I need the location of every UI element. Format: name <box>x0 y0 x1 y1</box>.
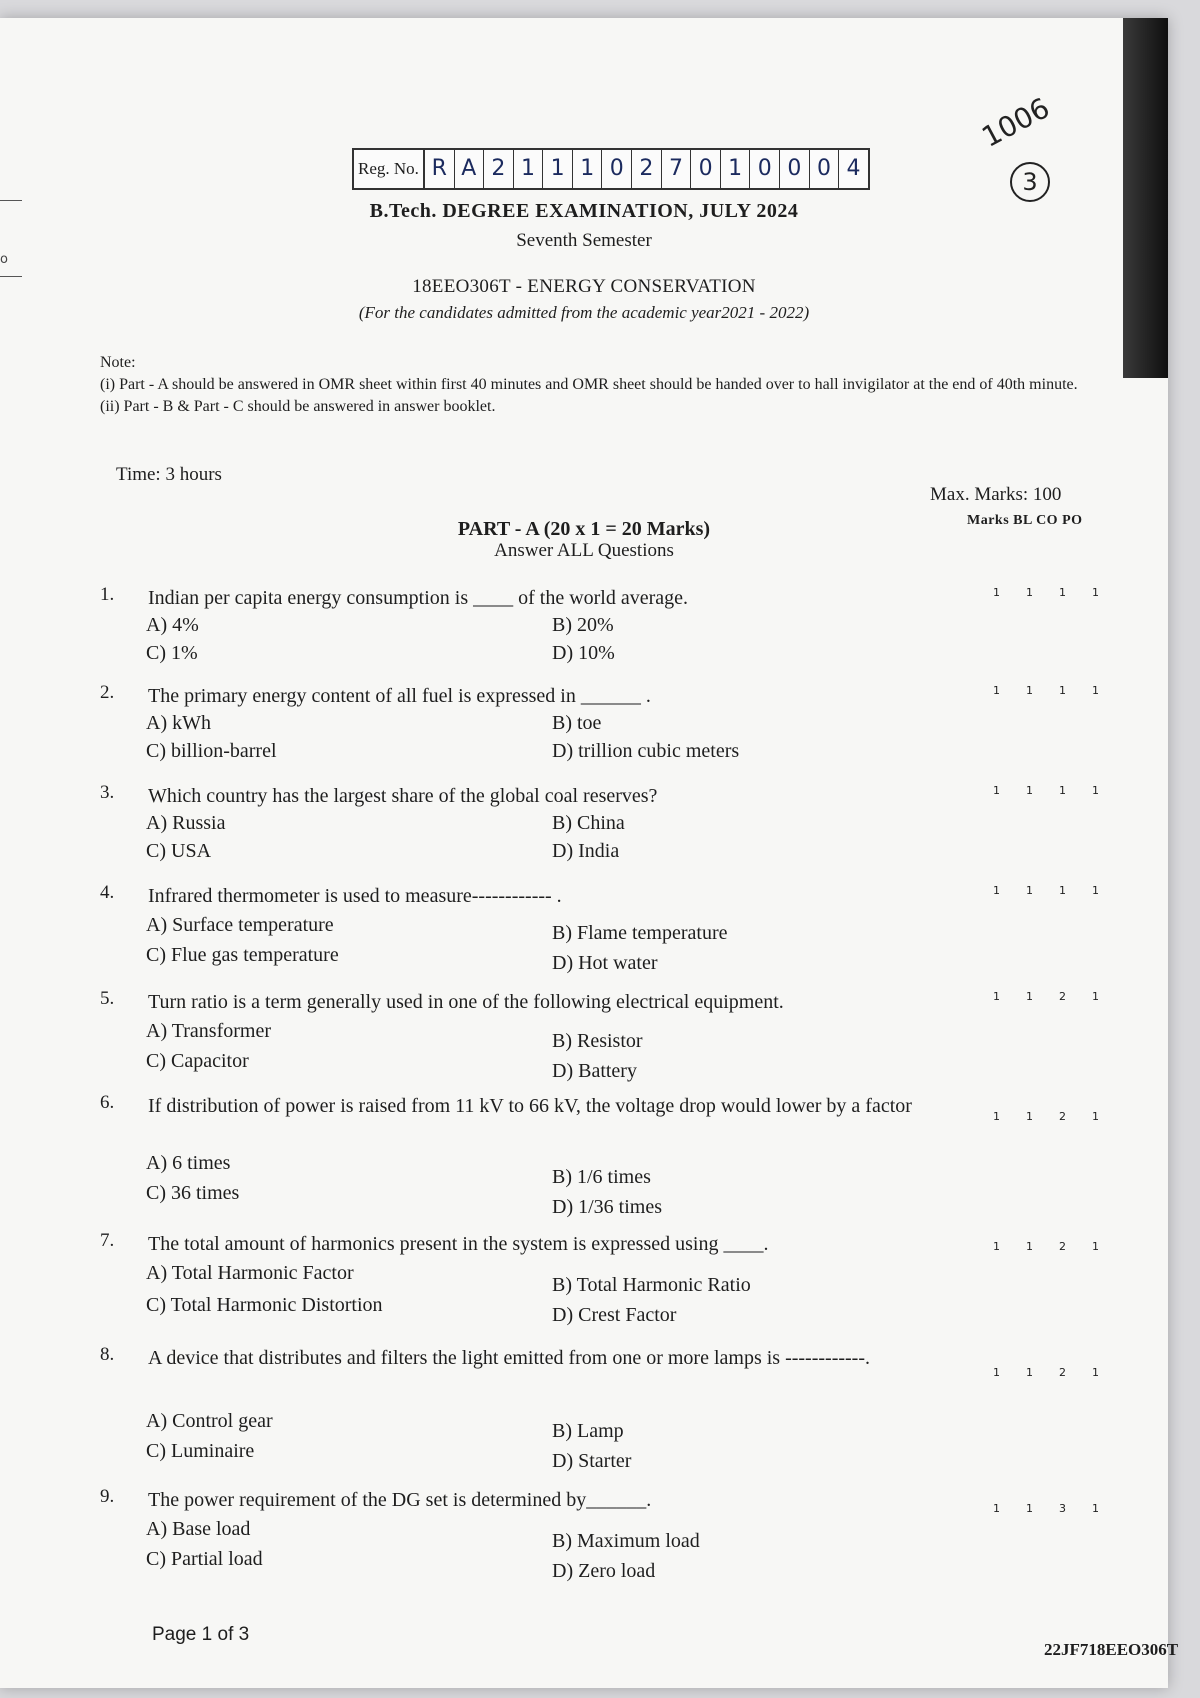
option-a: A) kWh <box>146 712 211 734</box>
option-c: C) Capacitor <box>146 1050 249 1072</box>
co-value: 1 <box>1059 784 1066 797</box>
po-value: 1 <box>1092 884 1099 897</box>
semester: Seventh Semester <box>516 230 652 251</box>
co-value: 1 <box>1059 684 1066 697</box>
bl-value: 1 <box>1026 990 1033 1003</box>
question-number: 5. <box>100 988 115 1009</box>
co-value: 2 <box>1059 990 1066 1003</box>
question-meta <box>980 884 1112 897</box>
marks-value: 1 <box>993 884 1000 897</box>
instructions <box>100 352 1100 418</box>
note-heading: Note: <box>100 354 136 371</box>
option-a: A) Total Harmonic Factor <box>146 1262 354 1284</box>
option-a: A) Surface temperature <box>146 914 334 936</box>
question-meta <box>980 1240 1112 1253</box>
question-text: If distribution of power is raised from 11 kV to 66 kV, the voltage drop would lower by a factor <box>148 1095 912 1117</box>
co-value: 2 <box>1059 1110 1066 1123</box>
question-meta <box>980 1502 1112 1515</box>
exam-paper <box>0 18 1179 1688</box>
po-value: 1 <box>1092 684 1099 697</box>
question-number: 6. <box>100 1092 115 1113</box>
co-value: 2 <box>1059 1366 1066 1379</box>
option-b: B) Maximum load <box>552 1530 700 1552</box>
reg-digit: 1 <box>721 150 751 188</box>
reg-digit: A <box>455 150 485 188</box>
question-text: The total amount of harmonics present in the system is expressed using ____. <box>148 1233 769 1255</box>
co-value: 1 <box>1059 884 1066 897</box>
question-number: 9. <box>100 1486 115 1507</box>
option-d: D) Battery <box>552 1060 637 1082</box>
question-number: 7. <box>100 1230 115 1251</box>
option-c: C) Total Harmonic Distortion <box>146 1294 383 1316</box>
marks-value: 1 <box>993 684 1000 697</box>
marks-value: 1 <box>993 1240 1000 1253</box>
question-text: Indian per capita energy consumption is ____ of the world average. <box>148 587 689 609</box>
co-value: 1 <box>1059 586 1066 599</box>
reg-label: Reg. No. <box>354 150 425 188</box>
reg-digit: R <box>425 150 455 188</box>
question-number: 2. <box>100 682 115 703</box>
margin-mark-text: o <box>0 252 8 267</box>
question-meta <box>980 684 1112 697</box>
marks-value: 1 <box>993 1366 1000 1379</box>
reg-digit: 0 <box>780 150 810 188</box>
option-b: B) Resistor <box>552 1030 643 1052</box>
question-text: Infrared thermometer is used to measure------------ . <box>148 885 562 907</box>
option-c: C) Flue gas temperature <box>146 944 339 966</box>
reg-digit: 0 <box>602 150 632 188</box>
option-c: C) Luminaire <box>146 1440 255 1462</box>
reg-digit: 2 <box>632 150 662 188</box>
option-c: C) Partial load <box>146 1548 263 1570</box>
note-item: (ii) Part - B & Part - C should be answered in answer booklet. <box>100 398 496 415</box>
bl-value: 1 <box>1026 884 1033 897</box>
note-item: (i) Part - A should be answered in OMR sheet within first 40 minutes and OMR sheet should be handed over to hall invigilator at the end of 40th minute. <box>100 376 1078 393</box>
option-b: B) toe <box>552 712 602 734</box>
bl-value: 1 <box>1026 684 1033 697</box>
question-text: A device that distributes and filters the light emitted from one or more lamps is ------------. <box>148 1347 871 1369</box>
reg-digit: 1 <box>543 150 573 188</box>
admitted-note: (For the candidates admitted from the academic year2021 - 2022) <box>358 303 810 322</box>
marks-value: 1 <box>993 990 1000 1003</box>
option-b: B) Total Harmonic Ratio <box>552 1274 751 1296</box>
bl-value: 1 <box>1026 1240 1033 1253</box>
question-number: 4. <box>100 882 115 903</box>
reg-digit: 0 <box>691 150 721 188</box>
question-meta <box>980 586 1112 599</box>
bl-value: 1 <box>1026 1366 1033 1379</box>
reg-digit: 2 <box>484 150 514 188</box>
exam-duration: Time: 3 hours <box>116 464 222 485</box>
question-meta <box>980 784 1112 797</box>
option-c: C) 1% <box>146 642 198 664</box>
option-a: A) 6 times <box>146 1152 231 1174</box>
option-d: D) Crest Factor <box>552 1304 677 1326</box>
po-value: 1 <box>1092 586 1099 599</box>
option-c: C) USA <box>146 840 212 862</box>
question-number: 1. <box>100 584 115 605</box>
option-b: B) 1/6 times <box>552 1166 651 1188</box>
option-d: D) 1/36 times <box>552 1196 662 1218</box>
bl-value: 1 <box>1026 1502 1033 1515</box>
question-meta <box>980 1366 1112 1379</box>
max-marks: Max. Marks: 100 <box>930 484 1062 505</box>
option-b: B) Lamp <box>552 1420 624 1442</box>
handwritten-number: 1006 <box>976 91 1055 154</box>
option-d: D) 10% <box>552 642 615 664</box>
option-d: D) trillion cubic meters <box>552 740 740 762</box>
option-d: D) India <box>552 840 620 862</box>
bl-value: 1 <box>1026 586 1033 599</box>
reg-digit: 1 <box>573 150 603 188</box>
option-a: A) Base load <box>146 1518 251 1540</box>
option-a: A) Russia <box>146 812 226 834</box>
question-text: The power requirement of the DG set is determined by______. <box>148 1489 652 1511</box>
option-c: C) billion-barrel <box>146 740 277 762</box>
bl-value: 1 <box>1026 784 1033 797</box>
bl-value: 1 <box>1026 1110 1033 1123</box>
question-number: 8. <box>100 1344 115 1365</box>
option-a: A) Transformer <box>146 1020 271 1042</box>
question-text: Turn ratio is a term generally used in one of the following electrical equipment. <box>148 991 784 1013</box>
option-d: D) Zero load <box>552 1560 656 1582</box>
marks-value: 1 <box>993 784 1000 797</box>
po-value: 1 <box>1092 1240 1099 1253</box>
co-value: 3 <box>1059 1502 1066 1515</box>
registration-number-box <box>352 148 870 190</box>
option-d: D) Starter <box>552 1450 632 1472</box>
reg-digit: 0 <box>810 150 840 188</box>
po-value: 1 <box>1092 1502 1099 1515</box>
question-text: The primary energy content of all fuel is expressed in ______ . <box>148 685 651 707</box>
option-a: A) Control gear <box>146 1410 273 1432</box>
po-value: 1 <box>1092 784 1099 797</box>
option-d: D) Hot water <box>552 952 658 974</box>
option-b: B) China <box>552 812 625 834</box>
marks-column-header: Marks BL CO PO <box>967 513 1083 528</box>
scan-shadow <box>1123 18 1168 378</box>
marks-value: 1 <box>993 1110 1000 1123</box>
reg-digit: 4 <box>846 156 861 181</box>
paper-code: 22JF718EEO306T <box>1044 1640 1179 1659</box>
option-b: B) 20% <box>552 614 614 636</box>
option-c: C) 36 times <box>146 1182 240 1204</box>
po-value: 1 <box>1092 990 1099 1003</box>
question-text: Which country has the largest share of the global coal reserves? <box>148 785 658 807</box>
reg-digit: 7 <box>662 150 692 188</box>
handwritten-circled-number: 3 <box>1010 162 1050 202</box>
po-value: 1 <box>1092 1110 1099 1123</box>
question-meta <box>980 1110 1112 1123</box>
marks-value: 1 <box>993 586 1000 599</box>
option-b: B) Flame temperature <box>552 922 728 944</box>
question-meta <box>980 990 1112 1003</box>
co-value: 2 <box>1059 1240 1066 1253</box>
part-a-subtitle: Answer ALL Questions <box>494 540 674 561</box>
question-number: 3. <box>100 782 115 803</box>
po-value: 1 <box>1092 1366 1099 1379</box>
exam-title: B.Tech. DEGREE EXAMINATION, JULY 2024 <box>369 200 799 222</box>
option-a: A) 4% <box>146 614 199 636</box>
page-number: Page 1 of 3 <box>152 1624 250 1645</box>
marks-value: 1 <box>993 1502 1000 1515</box>
course-title: 18EEO306T - ENERGY CONSERVATION <box>412 276 756 297</box>
reg-digit: 1 <box>514 150 544 188</box>
reg-digit: 0 <box>750 150 780 188</box>
part-a-title: PART - A (20 x 1 = 20 Marks) <box>457 518 711 540</box>
